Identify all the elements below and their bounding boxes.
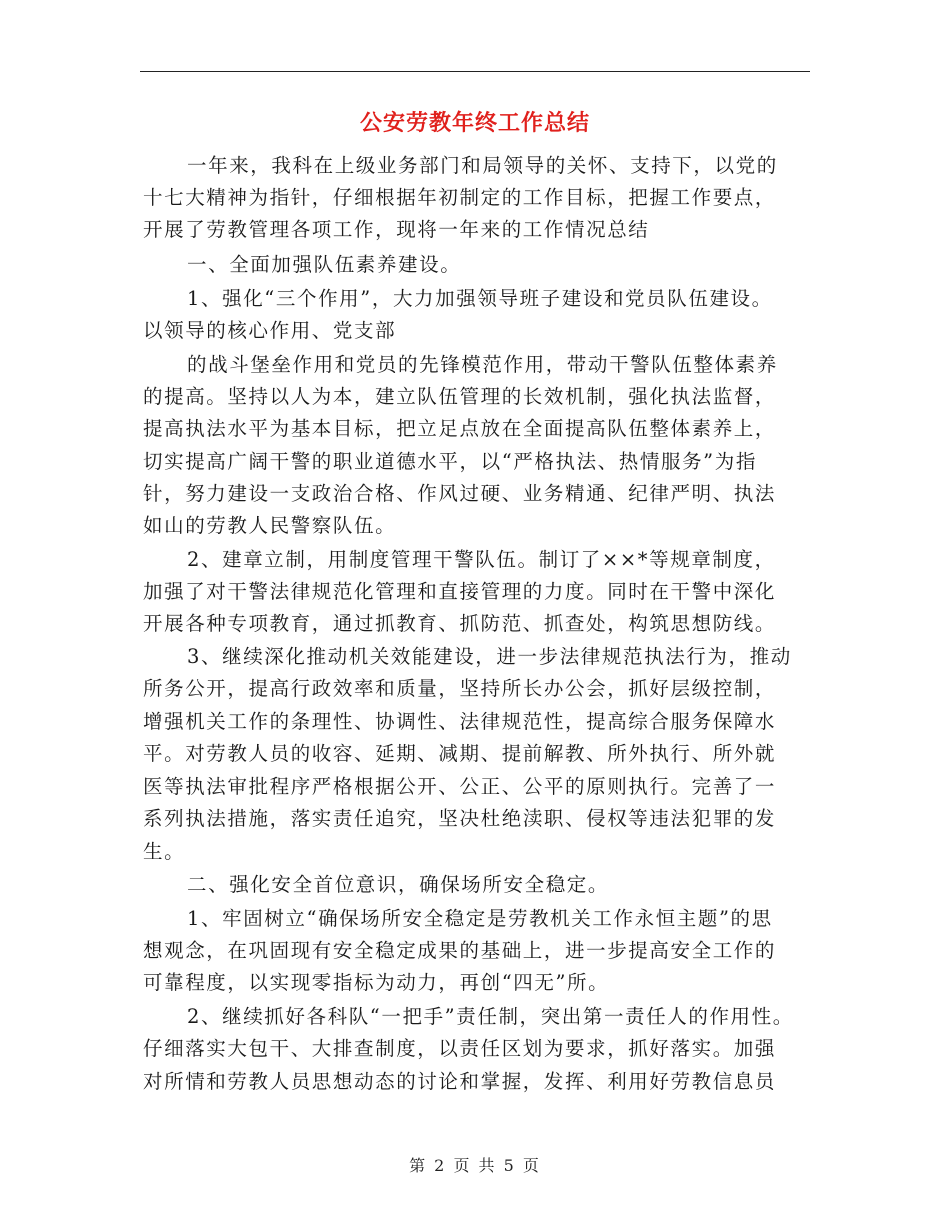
body-line: 可靠程度，以实现零指标为动力，再创“四无”所。	[143, 971, 610, 994]
body-line: 想观念，在巩固现有安全稳定成果的基础上，进一步提高安全工作的	[143, 939, 777, 962]
body-line: 的战斗堡垒作用和党员的先锋模范作用，带动干警队伍整体素养	[187, 353, 778, 376]
body-line: 2、继续抓好各科队“一把手”责任制，突出第一责任人的作用性。	[187, 1005, 794, 1028]
body-line: 系列执法措施，落实责任追究，坚决杜绝渎职、侵权等违法犯罪的发	[143, 807, 777, 830]
section-heading: 一、全面加强队伍素养建设。	[187, 253, 462, 276]
body-line: 提高执法水平为基本目标，把立足点放在全面提高队伍整体素养上，	[143, 417, 777, 440]
body-line: 一年来，我科在上级业务部门和局领导的关怀、支持下，以党的	[187, 154, 778, 177]
body-line: 仔细落实大包干、大排查制度，以责任区划为要求，抓好落实。加强	[143, 1037, 777, 1060]
body-line: 1、牢固树立“确保场所安全稳定是劳教机关工作永恒主题”的思	[187, 907, 773, 930]
body-line: 以领导的核心作用、党支部	[143, 319, 397, 342]
body-line: 十七大精神为指针，仔细根据年初制定的工作目标，把握工作要点，	[143, 186, 777, 209]
section-heading: 二、强化安全首位意识，确保场所安全稳定。	[187, 873, 610, 896]
body-line: 对所情和劳教人员思想动态的讨论和掌握，发挥、利用好劳教信息员	[143, 1070, 777, 1093]
document-title: 公安劳教年终工作总结	[359, 110, 590, 136]
body-line: 针，努力建设一支政治合格、作风过硬、业务精通、纪律严明、执法	[143, 482, 777, 505]
body-line: 生。	[143, 840, 186, 863]
body-line: 所务公开，提高行政效率和质量，坚持所长办公会，抓好层级控制，	[143, 677, 777, 700]
body-line: 的提高。坚持以人为本，建立队伍管理的长效机制，强化执法监督，	[143, 385, 777, 408]
body-line: 增强机关工作的条理性、协调性、法律规范性，提高综合服务保障水	[143, 710, 777, 733]
body-line: 切实提高广阔干警的职业道德水平，以“严格执法、热情服务”为指	[143, 450, 757, 473]
body-line: 3、继续深化推动机关效能建设，进一步法律规范执法行为，推动	[187, 645, 792, 668]
body-line: 开展了劳教管理各项工作，现将一年来的工作情况总结	[143, 218, 650, 241]
body-line: 1、强化“三个作用”，大力加强领导班子建设和党员队伍建设。	[187, 287, 773, 310]
page-number: 第 2 页 共 5 页	[409, 1156, 541, 1175]
header-rule	[140, 71, 810, 72]
body-line: 如山的劳教人民警察队伍。	[143, 514, 397, 537]
body-line: 医等执法审批程序严格根据公开、公正、公平的原则执行。完善了一	[143, 775, 777, 798]
body-line: 加强了对干警法律规范化管理和直接管理的力度。同时在干警中深化	[143, 580, 777, 603]
body-line: 开展各种专项教育，通过抓教育、抓防范、抓查处，构筑思想防线。	[143, 612, 777, 635]
body-line: 平。对劳教人员的收容、延期、减期、提前解教、所外执行、所外就	[143, 742, 777, 765]
body-line: 2、建章立制，用制度管理干警队伍。制订了××*等规章制度，	[187, 548, 776, 571]
